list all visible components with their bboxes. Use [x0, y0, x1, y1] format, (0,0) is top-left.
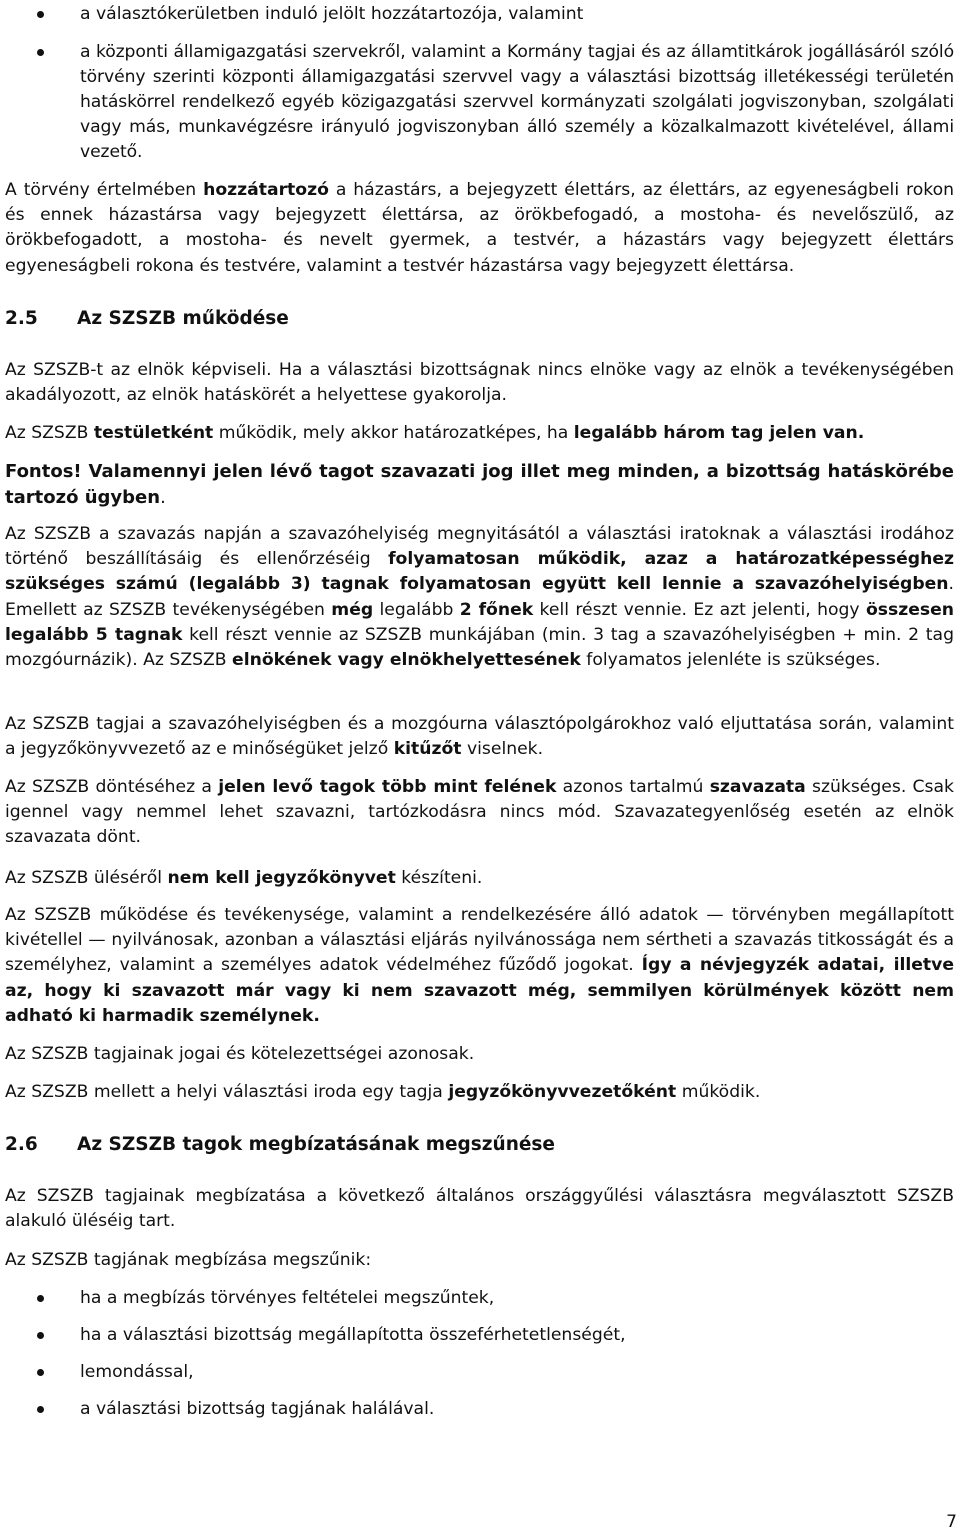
- text: Az SZSZB működése és tevékenysége, valamint a rendelkezésére álló adatok — törvényben megállapított kivétellel — nyilvánosak, azonban a választási eljárás nyilvánossága nem sértheti a szavazás titkosságát és a személyhez, valamint a személyes adatok védelméhez fűződő jogokat.: [5, 905, 954, 976]
- text-bold: jelen levő tagok több mint felének: [218, 777, 557, 797]
- megbizatas-paragraph: [0, 1184, 960, 1234]
- megszunik-paragraph: [0, 1248, 960, 1273]
- folyamatos-paragraph: [0, 522, 960, 673]
- term-bold: hozzátartozó: [203, 180, 329, 200]
- paragraph-text: Az SZSZB tagjainak megbízatása a következő általános országgyűlési választásra megválasztott SZSZB alakuló üléséig tart.: [5, 1186, 954, 1232]
- list-item-text: a választási bizottság tagjának halálával.: [80, 1399, 435, 1419]
- list-item-text: lemondással,: [80, 1362, 194, 1382]
- list-item: [0, 1323, 960, 1348]
- jegyzokonyv-paragraph: [0, 866, 960, 891]
- paragraph-text: Az SZSZB tagjainak jogai és kötelezettségei azonosak.: [5, 1044, 475, 1064]
- text-bold: összesen legalább 5 tagnak: [5, 599, 954, 645]
- text-bold: kitűzőt: [393, 739, 462, 760]
- paragraph-text: Az SZSZB-t az elnök képviseli. Ha a választási bizottságnak nincs elnöke vagy az elnök a tevékenységében akadályozott, az elnök hatáskörét a helyettese gyakorolja.: [5, 360, 954, 406]
- text-bold: legalább három tag jelen van.: [573, 423, 865, 443]
- text-bold: jegyzőkönyvvezetőként: [448, 1082, 677, 1102]
- jogok-paragraph: [0, 1042, 960, 1067]
- text-bold: nem kell jegyzőkönyvet: [167, 868, 396, 888]
- text: Az SZSZB tagjai a szavazóhelyiségben és a mozgóurna választópolgárokhoz való eljuttatása során, valamint a jegyzőkönyvvezető az e minőségüket jelző: [5, 714, 954, 760]
- text: azonos tartalmú: [556, 777, 710, 797]
- text-bold: Így a névjegyzék adatai, illetve az, hogy ki szavazott már vagy ki nem szavazott még, semmilyen körülmények között nem adható ki harmadik személynek.: [5, 955, 954, 1026]
- text: kell részt vennie. Ez azt jelenti, hogy: [533, 599, 866, 620]
- text-bold: szavazata: [709, 777, 806, 797]
- testulet-paragraph: [0, 421, 960, 446]
- text-bold: 2 főnek: [459, 599, 534, 620]
- kituzo-paragraph: [0, 712, 960, 762]
- list-item: [0, 1286, 960, 1311]
- text: Az SZSZB: [5, 423, 94, 443]
- list-item: [0, 1397, 960, 1422]
- nyilvanossag-paragraph: [0, 903, 960, 1029]
- list-item-text: a központi államigazgatási szervekről, valamint a Kormány tagjai és az államtitkárok jogállásáról szóló törvény szerinti központi államigazgatási szervvel vagy a választási bizottság illetékességi területén hatáskörrel rendelkező egyéb közigazgatási szervvel kormányzati szolgálati jogviszonyban, szolgálati vagy más, munkavégzésre irányuló jogviszonyban álló személy a közalkalmazott kivételével, állami vezető.: [80, 42, 954, 162]
- text-bold: folyamatosan működik, azaz a határozatképességhez szükséges számú (legalább 3) tagnak folyamatosan együtt kell lennie a szavazóhelyiségben: [5, 549, 954, 595]
- list-item-text: a választókerületben induló jelölt hozzátartozója, valamint: [80, 4, 584, 24]
- text: Az SZSZB üléséről: [5, 868, 168, 888]
- fontos-text: Fontos! Valamennyi jelen lévő tagot szavazati jog illet meg minden, a bizottság hatáskörébe tartozó ügyben: [5, 461, 954, 508]
- iroda-paragraph: [0, 1080, 960, 1105]
- page-number: 7: [946, 1512, 957, 1532]
- section-number: 2.5: [5, 308, 38, 329]
- section-title: Az SZSZB működése: [77, 308, 289, 329]
- text: működik, mely akkor határozatképes, ha: [213, 423, 574, 443]
- top-bullet-list: [0, 2, 960, 178]
- text-bold: még: [331, 599, 374, 620]
- text: működik.: [676, 1082, 761, 1102]
- list-item: [0, 2, 960, 27]
- text: legalább: [373, 599, 460, 620]
- text-bold: elnökének vagy elnökhelyettesének: [232, 650, 581, 671]
- text: viselnek.: [461, 739, 544, 760]
- section-heading-2-6: [0, 1132, 960, 1158]
- section-heading-2-5: [0, 306, 960, 332]
- text: . Emellett az SZSZB tevékenységében: [5, 574, 954, 620]
- text: Az SZSZB döntéséhez a: [5, 777, 219, 797]
- paragraph-text: Az SZSZB tagjának megbízása megszűnik:: [5, 1250, 372, 1270]
- text: Az SZSZB a szavazás napján a szavazóhelyiség megnyitásától a választási iratoknak a választási irodához történő beszállításáig és ellenőrzéséig: [5, 524, 954, 570]
- section-number: 2.6: [5, 1134, 38, 1155]
- section-title: Az SZSZB tagok megbízatásának megszűnése: [77, 1134, 555, 1155]
- list-item: [0, 1360, 960, 1385]
- text-bold: testületként: [93, 423, 214, 443]
- text: A törvény értelmében: [5, 180, 204, 200]
- text: készíteni.: [395, 868, 483, 888]
- text: .: [160, 487, 166, 508]
- text: folyamatos jelenléte is szükséges.: [580, 650, 881, 671]
- text: a házastárs, a bejegyzett élettárs, az élettárs, az egyeneságbeli rokon és ennek házastársa vagy bejegyzett élettársa, az örökbefogadó, a mostoha- és nevelőszülő, az örökbefogadott, a mostoha- és nevelt gyermek, a testvér, a házastárs vagy bejegyzett élettárs egyeneságbeli rokona és testvére, valamint a testvér házastársa vagy bejegyzett élettársa.: [5, 180, 954, 276]
- end-bullet-list: [0, 1286, 960, 1434]
- hozzatartozo-paragraph: [0, 178, 960, 279]
- kepviselet-paragraph: [0, 358, 960, 408]
- list-item-text: ha a választási bizottság megállapította összeférhetetlenségét,: [80, 1325, 626, 1345]
- list-item-text: ha a megbízás törvényes feltételei megszűntek,: [80, 1288, 495, 1308]
- dontes-paragraph: [0, 775, 960, 851]
- fontos-paragraph: [0, 459, 960, 511]
- text: szükséges. Csak igennel vagy nemmel lehet szavazni, tartózkodásra nincs mód. Szavazategyenlőség esetén az elnök szavazata dönt.: [5, 777, 955, 848]
- text: kell részt vennie az SZSZB munkájában (min. 3 tag a szavazóhelyiségben + min. 2 tag mozgóurnázik). Az SZSZB: [5, 624, 954, 671]
- text: Az SZSZB mellett a helyi választási iroda egy tagja: [5, 1082, 449, 1102]
- list-item: [0, 40, 960, 165]
